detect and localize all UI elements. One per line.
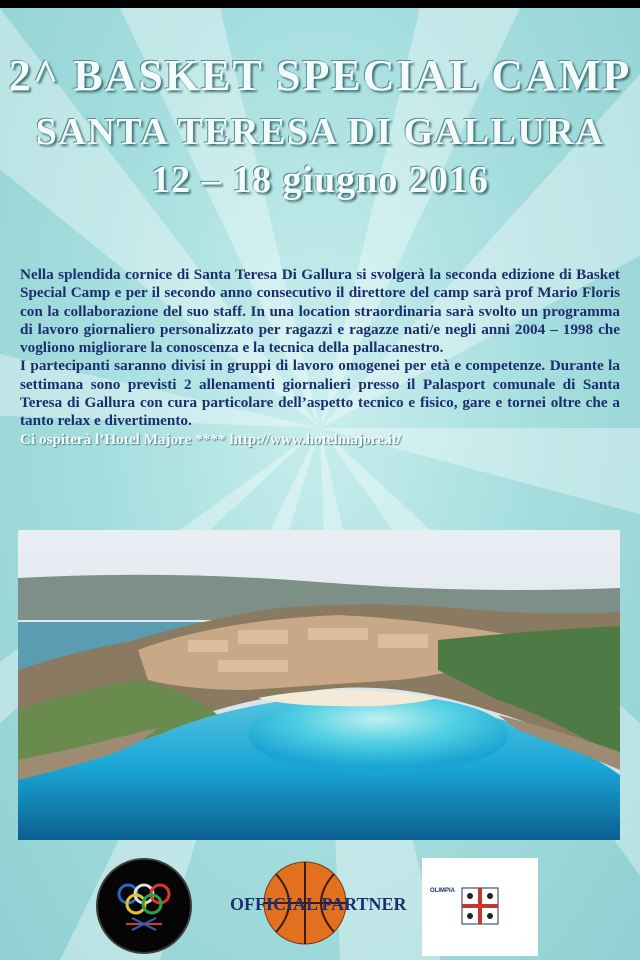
- hotel-line: Ci ospiterà l’Hotel Majore **** http://www.hotelmajore.it/: [20, 430, 402, 448]
- olimpia-logo: [422, 858, 538, 956]
- date-line: 12 – 18 giugno 2016: [151, 159, 489, 201]
- title-line-2: SANTA TERESA DI GALLURA: [35, 111, 605, 153]
- olimpia-logo-text: OLIMPIA: [430, 888, 455, 894]
- description: [20, 266, 620, 449]
- paragraph-2: I partecipanti saranno divisi in gruppi di lavoro omogenei per età e competenze. Durante la settimana sono previsti 2 allenamenti giornalieri presso il Palasport comunale di Santa Teresa di Gallura con cura particolare dell’aspetto tecnico e fisico, gare e tornei oltre che a tanto relax e divertimento.: [20, 357, 620, 430]
- club-emblem-logo: [96, 858, 192, 954]
- title-line-1: 2^ BASKET SPECIAL CAMP: [8, 51, 632, 100]
- paragraph-1: Nella splendida cornice di Santa Teresa Di Gallura si svolgerà la seconda edizione di Basket Special Camp e per il secondo anno consecutivo il direttore del camp sarà prof Mario Floris con la collaborazione del suo staff. In una location straordinaria sarà svolto un programma di lavoro giornaliero personalizzato per ragazzi e ragazze nati/e negli anni 2004 – 1998 che vogliono migliorare la conoscenza e la tecnica della pallacanestro.: [20, 266, 620, 357]
- official-partner-label: OFFICIAL PARTNER: [230, 894, 407, 914]
- aerial-coast-photo: [18, 530, 620, 840]
- footer-logos: [0, 850, 640, 960]
- poster: [0, 8, 640, 960]
